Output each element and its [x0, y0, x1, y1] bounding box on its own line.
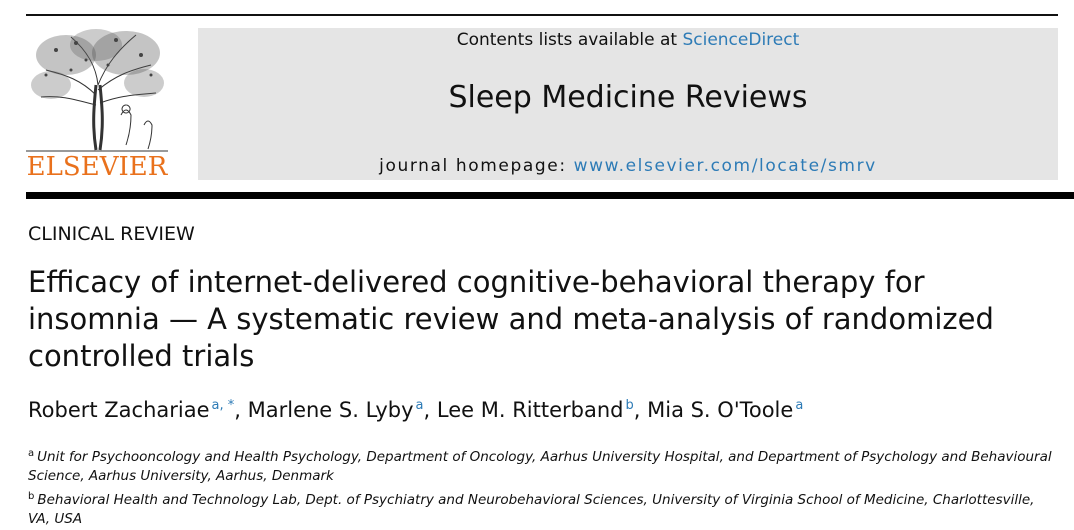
- top-rule: [26, 14, 1058, 16]
- title-line: controlled trials: [28, 339, 255, 373]
- author-marks[interactable]: a: [795, 398, 804, 413]
- header-divider: [26, 192, 1074, 199]
- publisher-name: ELSEVIER: [26, 152, 168, 182]
- sciencedirect-link[interactable]: ScienceDirect: [682, 30, 800, 50]
- author[interactable]: Robert Zachariae $^{a, *}$,: [28, 398, 248, 422]
- affiliations: [28, 444, 1058, 530]
- author[interactable]: Lee M. Ritterband $^b$,: [436, 398, 648, 422]
- section-label: CLINICAL REVIEW: [28, 223, 195, 245]
- tree-icon: [26, 25, 168, 153]
- author-marks[interactable]: a: [415, 398, 424, 413]
- title-line: Efficacy of internet-delivered cognitive-behavioral therapy for: [28, 265, 925, 299]
- contents-line: [198, 30, 1058, 50]
- contents-text: Contents lists available at: [456, 30, 683, 50]
- author-marks[interactable]: a, *: [211, 398, 235, 413]
- homepage-link[interactable]: www.elsevier.com/locate/smrv: [573, 156, 877, 176]
- title-line: insomnia — A systematic review and meta-analysis of randomized: [28, 302, 994, 336]
- article-title: [28, 264, 1058, 375]
- author[interactable]: Mia S. O'Toole $^a$: [647, 398, 804, 422]
- affiliation-text: Behavioral Health and Technology Lab, Dept. of Psychiatry and Neurobehavioral Sciences, University of Virginia School of Medicine, Charlottesville, VA, USA: [28, 492, 1035, 527]
- homepage-line: [198, 156, 1058, 176]
- author-marks[interactable]: b: [625, 398, 634, 413]
- affiliation-mark: a: [28, 448, 35, 459]
- author-list: [28, 398, 1058, 422]
- affiliation-mark: b: [28, 491, 35, 502]
- affiliation: [28, 487, 1058, 529]
- journal-banner: [198, 28, 1058, 180]
- affiliation: [28, 444, 1058, 486]
- affiliation-text: Unit for Psychooncology and Health Psychology, Department of Oncology, Aarhus University Hospital, and Department of Psychology and Behavioural Science, Aarhus University, Aarhus, Denmark: [28, 449, 1052, 484]
- author[interactable]: Marlene S. Lyby $^a$,: [247, 398, 437, 422]
- homepage-label: journal homepage:: [379, 156, 574, 176]
- journal-title: Sleep Medicine Reviews: [448, 80, 808, 115]
